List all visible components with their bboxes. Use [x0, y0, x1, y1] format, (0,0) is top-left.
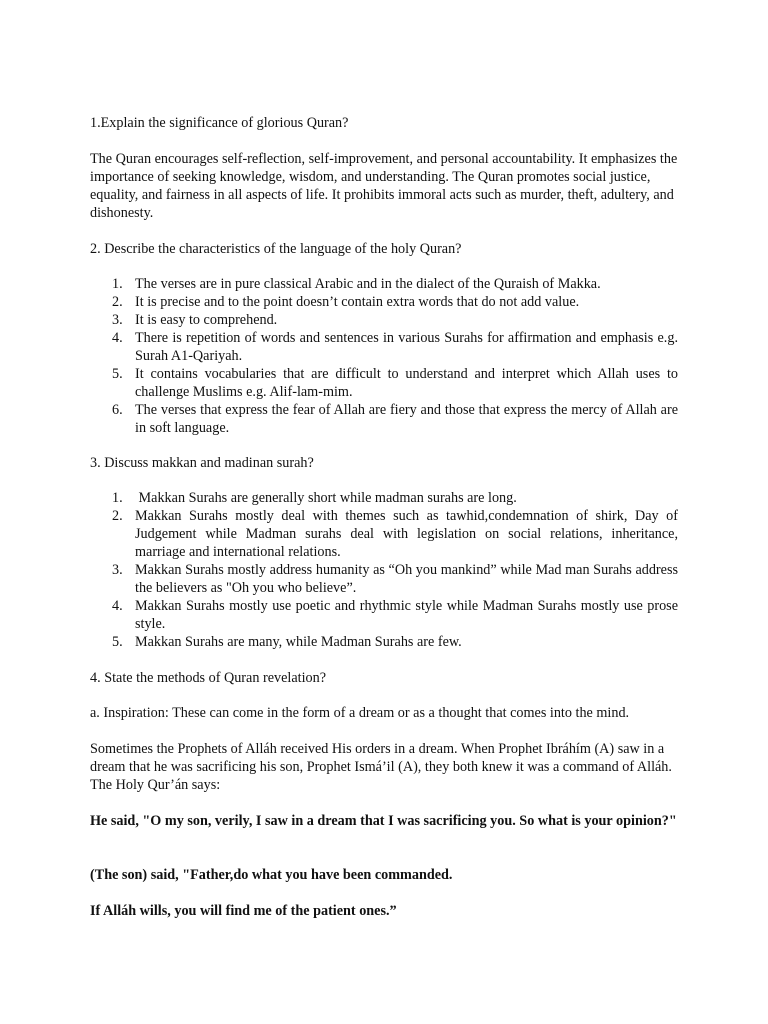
list-item: 6. The verses that express the fear of Allah are fiery and those that express the mercy of Allah are in soft language. — [112, 402, 678, 436]
inspiration-line: a. Inspiration: These can come in the form of a dream or as a thought that comes into the mind. — [90, 705, 630, 721]
list-item: 1. The verses are in pure classical Arabic and in the dialect of the Quraish of Makka. — [112, 276, 601, 292]
list-item: 1. Makkan Surahs are generally short while madman surahs are long. — [112, 490, 517, 506]
list-item: 4. Makkan Surahs mostly use poetic and rhythmic style while Madman Surahs mostly use prose style. — [112, 598, 678, 632]
list-item: 3. Makkan Surahs mostly address humanity as “Oh you mankind” while Mad man Surahs address the believers as "Oh you who believe”. — [112, 562, 678, 596]
makkan-madinan-list — [90, 489, 678, 651]
question-4-heading: 4. State the methods of Quran revelation? — [90, 670, 326, 686]
quran-quote-2: (The son) said, "Father,do what you have been commanded. — [90, 867, 453, 883]
question-2-heading: 2. Describe the characteristics of the language of the holy Quran? — [90, 241, 462, 257]
list-item: 5. Makkan Surahs are many, while Madman Surahs are few. — [112, 634, 462, 650]
list-item: 5. It contains vocabularies that are difficult to understand and interpret which Allah uses to challenge Muslims e.g. Alif-lam-mim. — [112, 366, 678, 400]
question-3-heading: 3. Discuss makkan and madinan surah? — [90, 455, 314, 471]
question-1-answer: The Quran encourages self-reflection, self-improvement, and personal accountability. It emphasizes the importance of seeking knowledge, wisdom, and understanding. The Quran promotes social justice, equality, and fairness in all aspects of life. It prohibits immoral acts such as murder, theft, adultery, and dishonesty. — [90, 151, 678, 221]
list-item: 4. There is repetition of words and sentences in various Surahs for affirmation and emphasis e.g. Surah A1-Qariyah. — [112, 330, 678, 364]
language-characteristics-list — [90, 275, 678, 437]
question-1-heading: 1.Explain the significance of glorious Quran? — [90, 115, 349, 131]
quran-quote-3: If Alláh wills, you will find me of the patient ones.” — [90, 903, 397, 919]
list-item: 2. Makkan Surahs mostly deal with themes such as tawhid,condemnation of shirk, Day of Judgement while Madman surahs deal with legislation on social relations, inheritance, marriage and international relations. — [112, 508, 678, 560]
quran-quote-1: He said, "O my son, verily, I saw in a dream that I was sacrificing you. So what is your opinion?" — [90, 813, 677, 829]
list-item: 3. It is easy to comprehend. — [112, 312, 278, 328]
dream-paragraph: Sometimes the Prophets of Alláh received His orders in a dream. When Prophet Ibráhím (A) saw in a dream that he was sacrificing his son, Prophet Ismá’il (A), they both knew it was a command of Alláh. The Holy Qur’án says: — [90, 741, 672, 793]
list-item: 2. It is precise and to the point doesn’t contain extra words that do not add value. — [112, 294, 580, 310]
